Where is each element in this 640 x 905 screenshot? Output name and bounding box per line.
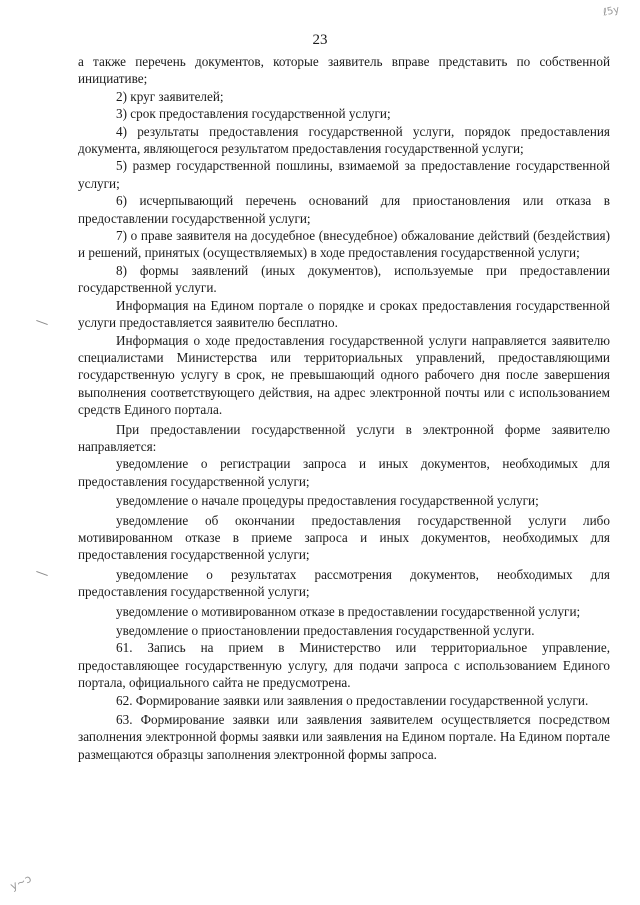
- paragraph-continuation: а также перечень документов, которые заявитель вправе представить по собственной инициативе;: [78, 54, 610, 87]
- numbered-paragraph-63: 63. Формирование заявки или заявления заявителем осуществляется посредством заполнения электронной формы заявки или заявления на Едином портале. На Едином портале размещаются образцы заполнения электронной формы запроса.: [78, 712, 610, 762]
- notification-item: уведомление о результатах рассмотрения документов, необходимых для предоставления государственной услуги;: [78, 566, 610, 600]
- document-body: [78, 53, 610, 763]
- handwritten-initials-bottom: у~ɔ: [8, 872, 34, 893]
- numbered-paragraph-61: 61. Запись на прием в Министерство или территориальное управление, предоставляющее государственную услугу, для подачи запроса с использованием Единого портала, официального сайта не предусмотрена.: [78, 640, 610, 691]
- list-item: 3) срок предоставления государственной услуги;: [116, 106, 391, 122]
- margin-mark: [36, 571, 48, 576]
- notification-item: уведомление о приостановлении предоставления государственной услуги.: [116, 623, 535, 638]
- notification-item: уведомление о регистрации запроса и иных документов, необходимых для предоставления государственной услуги;: [78, 456, 610, 489]
- list-item: 7) о праве заявителя на досудебное (внесудебное) обжалование действий (бездействия) и решений, принятых (осуществляемых) в ходе предоставления государственной услуги;: [78, 228, 610, 261]
- paragraph: Информация на Едином портале о порядке и сроках предоставления государственной услуги предоставляется заявителю бесплатно.: [78, 297, 610, 331]
- list-item: 4) результаты предоставления государственной услуги, порядок предоставления документа, являющегося результатом предоставления государственной услуги;: [78, 123, 610, 157]
- notification-item: уведомление об окончании предоставления государственной услуги либо мотивированном отказе в приеме запроса и иных документов, необходимых для предоставления государственной услуги;: [78, 512, 610, 563]
- paragraph: При предоставлении государственной услуги в электронной форме заявителю направляется:: [78, 421, 610, 454]
- page-number: 23: [312, 32, 328, 48]
- notification-item: уведомление о начале процедуры предоставления государственной услуги;: [116, 493, 539, 509]
- list-item: 5) размер государственной пошлины, взимаемой за предоставление государственной услуги;: [78, 158, 610, 191]
- handwritten-initials-top: ℓ5y: [602, 4, 621, 19]
- notification-item: уведомление о мотивированном отказе в предоставлении государственной услуги;: [116, 603, 581, 619]
- list-item: 8) формы заявлений (иных документов), используемые при предоставлении государственной услуги.: [78, 262, 610, 296]
- list-item: 2) круг заявителей;: [116, 88, 224, 104]
- paragraph: Информация о ходе предоставления государственной услуги направляется заявителю специалистами Министерства или территориальных управлений, предоставляющими государственную услугу в срок, не превышающий одного рабочего дня после завершения выполнения соответствующего действия, на адрес электронной почты или с использованием средств Единого портала.: [78, 332, 610, 418]
- list-item: 6) исчерпывающий перечень оснований для приостановления или отказа в предоставлении государственной услуги;: [78, 193, 610, 226]
- margin-mark: [36, 320, 48, 325]
- numbered-paragraph-62: 62. Формирование заявки или заявления о предоставлении государственной услуги.: [116, 692, 589, 708]
